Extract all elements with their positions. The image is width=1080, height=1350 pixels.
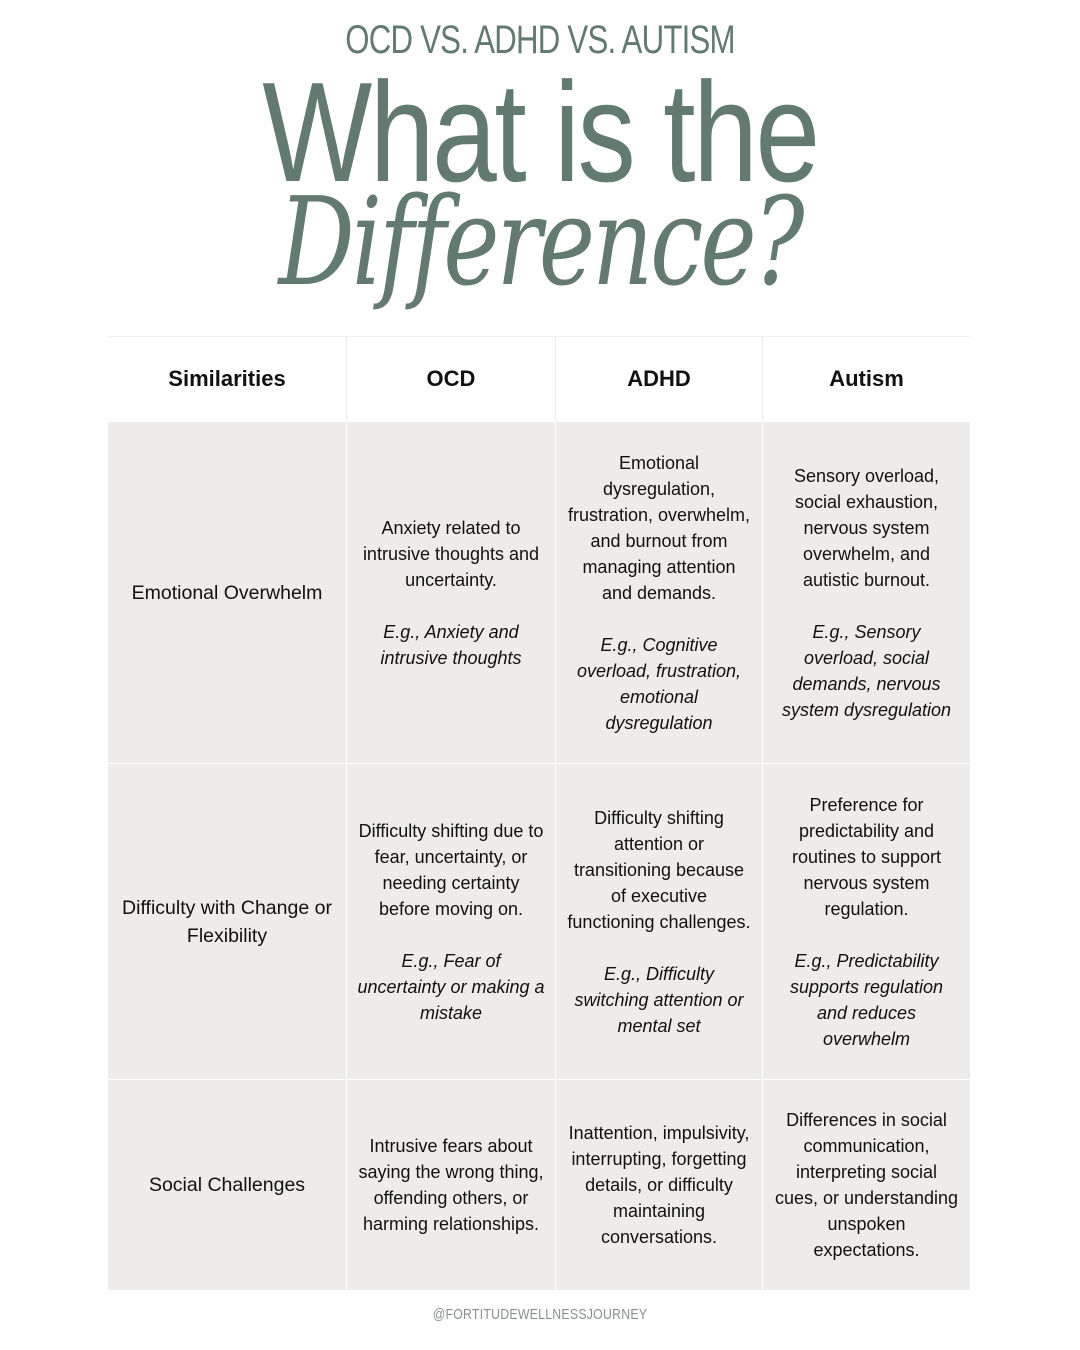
adhd-cell	[555, 1080, 762, 1290]
ocd-cell	[346, 422, 555, 763]
adhd-description: Inattention, impulsivity, interrupting, forgetting details, or difficulty maintaining conversations.	[568, 1123, 750, 1247]
autism-description: Differences in social communication, interpreting social cues, or understanding unspoken expectations.	[774, 1110, 959, 1260]
table-header-row	[108, 336, 970, 421]
adhd-example: E.g., Difficulty switching attention or mental set	[574, 963, 744, 1036]
similarity-label: Emotional Overwhelm	[131, 581, 323, 604]
similarity-label: Social Challenges	[148, 1174, 306, 1196]
autism-description: Preference for predictability and routines to support nervous system regulation.	[791, 794, 942, 919]
ocd-cell	[346, 764, 555, 1079]
adhd-description: Emotional dysregulation, frustration, overwhelm, and burnout from managing attention and demands.	[567, 452, 751, 603]
autism-cell	[762, 764, 970, 1079]
adhd-example: E.g., Cognitive overload, frustration, emotional dysregulation	[576, 634, 742, 733]
page-kicker: OCD VS. ADHD VS. AUTISM	[345, 18, 735, 62]
table-row	[108, 421, 970, 763]
ocd-example: E.g., Anxiety and intrusive thoughts	[380, 621, 522, 668]
page-title-line-2: Difference?	[278, 171, 802, 313]
table-row	[108, 1079, 970, 1290]
footer-handle: @FORTITUDEWELLNESSJOURNEY	[432, 1306, 648, 1323]
autism-cell	[762, 422, 970, 763]
ocd-description: Anxiety related to intrusive thoughts and uncertainty.	[362, 517, 540, 590]
autism-example: E.g., Sensory overload, social demands, nervous system dysregulation	[781, 621, 952, 720]
column-header-autism: Autism	[762, 337, 970, 421]
similarity-cell	[108, 764, 346, 1079]
column-header-adhd: ADHD	[555, 337, 762, 421]
similarity-label: Difficulty with Change or Flexibility	[122, 896, 332, 947]
autism-cell	[762, 1080, 970, 1290]
ocd-example: E.g., Fear of uncertainty or making a mistake	[357, 950, 545, 1023]
autism-example: E.g., Predictability supports regulation and reduces overwhelm	[789, 950, 944, 1049]
ocd-cell	[346, 1080, 555, 1290]
ocd-description: Intrusive fears about saying the wrong thing, offending others, or harming relationships.	[358, 1136, 544, 1234]
comparison-table	[108, 336, 970, 1290]
similarity-cell	[108, 422, 346, 763]
autism-description: Sensory overload, social exhaustion, nervous system overwhelm, and autistic burnout.	[793, 465, 940, 590]
adhd-cell	[555, 764, 762, 1079]
column-header-similarities: Similarities	[168, 366, 286, 391]
adhd-cell	[555, 422, 762, 763]
adhd-description: Difficulty shifting attention or transitioning because of executive functioning challenges.	[567, 807, 751, 932]
ocd-description: Difficulty shifting due to fear, uncertainty, or needing certainty before moving on.	[358, 820, 544, 919]
page-title-line-1: What is the	[262, 53, 818, 212]
table-row	[108, 763, 970, 1079]
similarity-cell	[108, 1080, 346, 1290]
column-header-ocd: OCD	[346, 337, 555, 421]
